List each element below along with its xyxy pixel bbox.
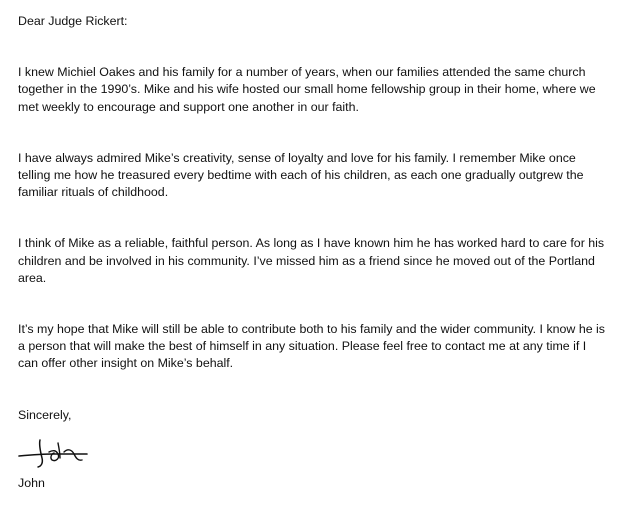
paragraph-1: I knew Michiel Oakes and his family for a number of years, when our families attended the same church together in the 1990’s. Mike and his wife hosted our small home fellowship group in their home, where we met weekly to encourage and support one another in our faith. (18, 65, 596, 114)
salutation: Dear Judge Rickert: (18, 14, 128, 28)
signer-name: John (18, 476, 45, 491)
letter-body (18, 13, 608, 492)
paragraph-2: I have always admired Mike’s creativity, sense of loyalty and love for his family. I remember Mike once telling me how he treasured every bedtime with each of his children, as each one gradually outgrew the familiar rituals of childhood. (18, 150, 584, 200)
paragraph-3: I think of Mike as a reliable, faithful person. As long as I have known him he has worked hard to care for his children and be involved in his community. I’ve missed him as a friend since he moved out of the Portland area. (18, 236, 605, 285)
handwritten-signature (18, 436, 88, 470)
closing: Sincerely, (18, 407, 72, 422)
paragraph-4: It’s my hope that Mike will still be able to contribute both to his family and the wider community. I know he is a person that will make the best of himself in any situation. Please feel free to contact me at any time if I can offer other insight on Mike’s behalf. (18, 322, 605, 371)
